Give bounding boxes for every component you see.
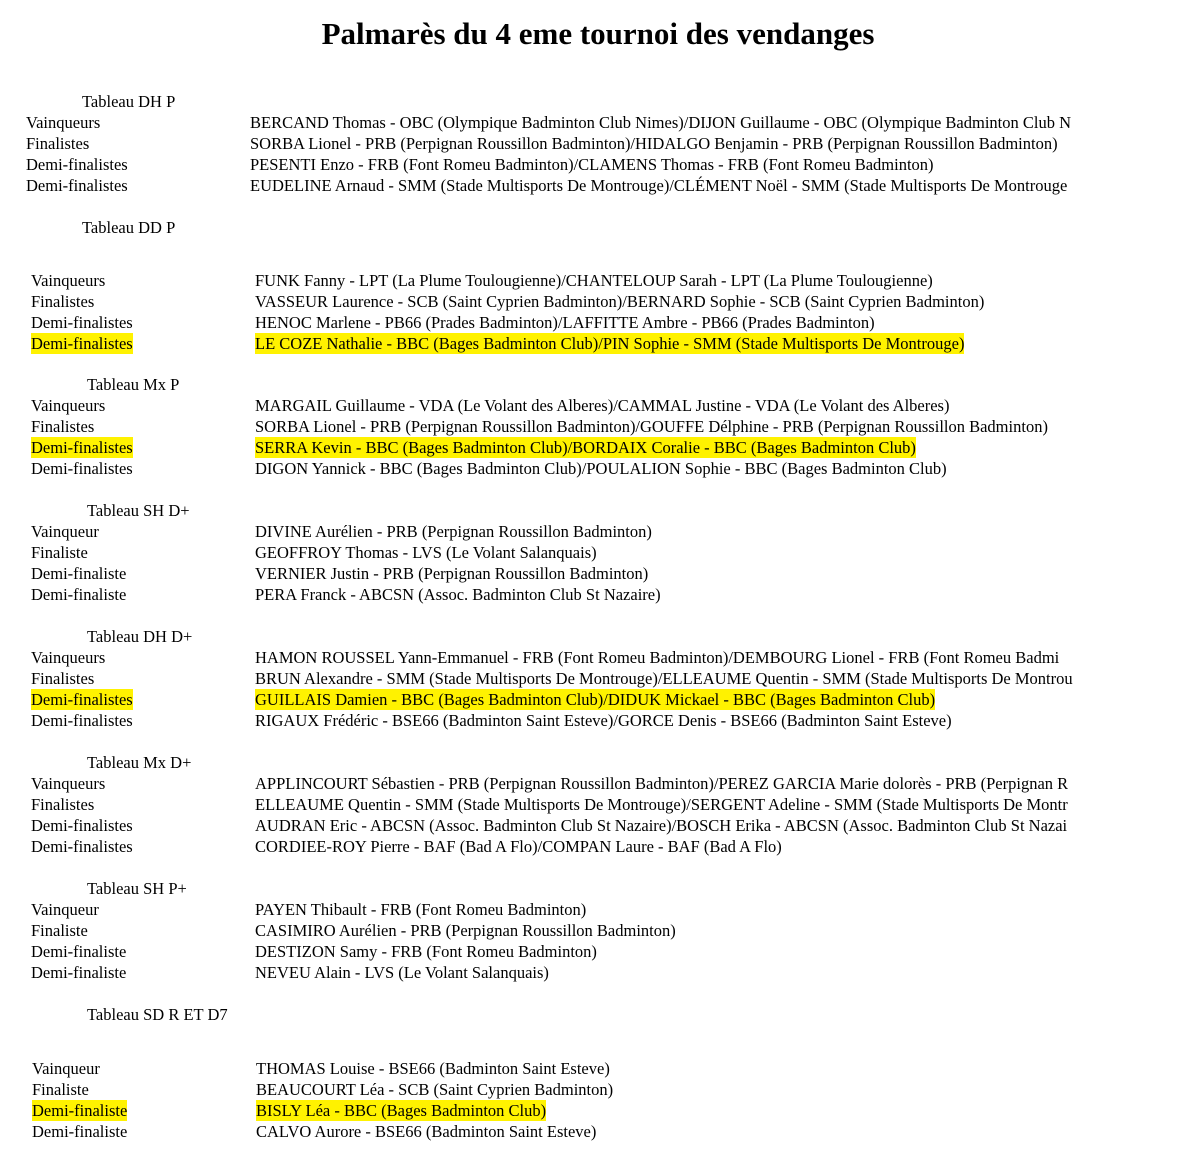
result-row: [0, 458, 1186, 479]
result-role: Demi-finaliste: [32, 1122, 128, 1141]
result-row: [0, 1100, 1186, 1121]
result-role: Finaliste: [31, 921, 88, 940]
result-role: Vainqueurs: [26, 113, 101, 132]
result-row: [0, 542, 1186, 563]
result-players: FUNK Fanny - LPT (La Plume Toulougienne)/CHANTELOUP Sarah - LPT (La Plume Toulougienne): [255, 271, 933, 290]
result-players: SORBA Lionel - PRB (Perpignan Roussillon Badminton)/HIDALGO Benjamin - PRB (Perpignan Roussillon Badminton): [250, 134, 1058, 153]
result-role: Finalistes: [31, 795, 95, 814]
result-role: Demi-finalistes: [26, 176, 128, 195]
result-row: [0, 647, 1186, 668]
result-row: [0, 291, 1186, 312]
result-players: RIGAUX Frédéric - BSE66 (Badminton Saint Esteve)/GORCE Denis - BSE66 (Badminton Saint Esteve): [255, 711, 952, 730]
result-players: VASSEUR Laurence - SCB (Saint Cyprien Badminton)/BERNARD Sophie - SCB (Saint Cyprien Badminton): [255, 292, 985, 311]
result-role: Vainqueurs: [31, 396, 106, 415]
result-role: Vainqueur: [31, 900, 99, 919]
result-row: [0, 1058, 1186, 1079]
result-row: [0, 584, 1186, 605]
result-players: PAYEN Thibault - FRB (Font Romeu Badminton): [255, 900, 587, 919]
result-role: Vainqueurs: [31, 648, 106, 667]
result-players: NEVEU Alain - LVS (Le Volant Salanquais): [255, 963, 549, 982]
table-title: Tableau SH D+: [87, 501, 190, 520]
result-row: [0, 941, 1186, 962]
result-players: HENOC Marlene - PB66 (Prades Badminton)/LAFFITTE Ambre - PB66 (Prades Badminton): [255, 313, 875, 332]
result-players: CASIMIRO Aurélien - PRB (Perpignan Roussillon Badminton): [255, 921, 676, 940]
result-row: [0, 563, 1186, 584]
result-row: [0, 395, 1186, 416]
table-title: Tableau DH D+: [87, 627, 193, 646]
result-row: [0, 312, 1186, 333]
result-row: [0, 416, 1186, 437]
result-row: [0, 836, 1186, 857]
result-row: [0, 1121, 1186, 1142]
result-row: [0, 920, 1186, 941]
result-role: Demi-finaliste: [31, 963, 127, 982]
result-role: Finalistes: [31, 417, 95, 436]
result-players: SORBA Lionel - PRB (Perpignan Roussillon Badminton)/GOUFFE Délphine - PRB (Perpignan Roussillon Badminton): [255, 417, 1048, 436]
result-players: DIVINE Aurélien - PRB (Perpignan Roussillon Badminton): [255, 522, 652, 541]
result-role: Demi-finalistes: [31, 837, 133, 856]
result-players: HAMON ROUSSEL Yann-Emmanuel - FRB (Font Romeu Badminton)/DEMBOURG Lionel - FRB (Font Romeu Badmi: [255, 648, 1060, 667]
result-players: DIGON Yannick - BBC (Bages Badminton Club)/POULALION Sophie - BBC (Bages Badminton Club): [255, 459, 947, 478]
result-row: [0, 689, 1186, 710]
result-row: [0, 270, 1186, 291]
result-players: EUDELINE Arnaud - SMM (Stade Multisports De Montrouge)/CLÉMENT Noël - SMM (Stade Multisports De Montrouge: [250, 176, 1068, 195]
result-players: BERCAND Thomas - OBC (Olympique Badminton Club Nimes)/DIJON Guillaume - OBC (Olympique Badminton Club N: [250, 113, 1071, 132]
result-players: PERA Franck - ABCSN (Assoc. Badminton Club St Nazaire): [255, 585, 661, 604]
result-players: PESENTI Enzo - FRB (Font Romeu Badminton)/CLAMENS Thomas - FRB (Font Romeu Badminton): [250, 155, 934, 174]
result-players: BEAUCOURT Léa - SCB (Saint Cyprien Badminton): [256, 1080, 614, 1099]
table-title: Tableau SH P+: [87, 879, 187, 898]
result-role: Finaliste: [31, 543, 88, 562]
result-players-highlighted: LE COZE Nathalie - BBC (Bages Badminton Club)/PIN Sophie - SMM (Stade Multisports De Montrouge): [255, 334, 965, 353]
result-players: GEOFFROY Thomas - LVS (Le Volant Salanquais): [255, 543, 597, 562]
result-row: [0, 794, 1186, 815]
result-row: [0, 112, 1186, 133]
result-row: [0, 1079, 1186, 1100]
result-players: APPLINCOURT Sébastien - PRB (Perpignan Roussillon Badminton)/PEREZ GARCIA Marie dolorès - PRB (Perpignan R: [255, 774, 1069, 793]
result-players: ELLEAUME Quentin - SMM (Stade Multisports De Montrouge)/SERGENT Adeline - SMM (Stade Multisports De Montr: [255, 795, 1068, 814]
table-title: Tableau SD R ET D7: [87, 1005, 228, 1024]
result-players: CORDIEE-ROY Pierre - BAF (Bad A Flo)/COMPAN Laure - BAF (Bad A Flo): [255, 837, 782, 856]
result-role: Demi-finaliste: [31, 942, 127, 961]
result-players-highlighted: BISLY Léa - BBC (Bages Badminton Club): [256, 1101, 547, 1120]
result-row: [0, 962, 1186, 983]
result-role: Demi-finaliste: [31, 564, 127, 583]
result-role: Demi-finalistes: [26, 155, 128, 174]
result-row: [0, 668, 1186, 689]
result-row: [0, 175, 1186, 196]
result-row: [0, 437, 1186, 458]
table-title: Tableau Mx D+: [87, 753, 192, 772]
result-row: [0, 521, 1186, 542]
result-players-highlighted: GUILLAIS Damien - BBC (Bages Badminton Club)/DIDUK Mickael - BBC (Bages Badminton Club): [255, 690, 936, 709]
result-role: Demi-finalistes: [31, 816, 133, 835]
result-role: Demi-finalistes: [31, 313, 133, 332]
result-role: Finalistes: [26, 134, 90, 153]
result-role: Vainqueurs: [31, 271, 106, 290]
result-players: VERNIER Justin - PRB (Perpignan Roussillon Badminton): [255, 564, 649, 583]
result-role: Finaliste: [32, 1080, 89, 1099]
result-row: [0, 899, 1186, 920]
result-role: Vainqueur: [31, 522, 99, 541]
result-row: [0, 710, 1186, 731]
result-role-highlighted: Demi-finaliste: [32, 1101, 128, 1120]
result-role: Vainqueurs: [31, 774, 106, 793]
result-row: [0, 133, 1186, 154]
result-players-highlighted: SERRA Kevin - BBC (Bages Badminton Club)/BORDAIX Coralie - BBC (Bages Badminton Club): [255, 438, 916, 457]
result-row: [0, 333, 1186, 354]
result-players: MARGAIL Guillaume - VDA (Le Volant des Alberes)/CAMMAL Justine - VDA (Le Volant des Alberes): [255, 396, 950, 415]
result-role: Vainqueur: [32, 1059, 100, 1078]
result-role: Demi-finalistes: [31, 459, 133, 478]
result-players: DESTIZON Samy - FRB (Font Romeu Badminton): [255, 942, 597, 961]
result-role: Demi-finaliste: [31, 585, 127, 604]
result-players: CALVO Aurore - BSE66 (Badminton Saint Esteve): [256, 1122, 597, 1141]
result-role: Finalistes: [31, 669, 95, 688]
table-title: Tableau Mx P: [87, 375, 180, 394]
result-role-highlighted: Demi-finalistes: [31, 334, 133, 353]
result-players: THOMAS Louise - BSE66 (Badminton Saint Esteve): [256, 1059, 610, 1078]
result-players: AUDRAN Eric - ABCSN (Assoc. Badminton Club St Nazaire)/BOSCH Erika - ABCSN (Assoc. Badminton Club St Nazai: [255, 816, 1068, 835]
table-title: Tableau DH P: [82, 92, 176, 111]
result-role: Finalistes: [31, 292, 95, 311]
result-row: [0, 154, 1186, 175]
document-title: Palmarès du 4 eme tournoi des vendanges: [321, 16, 875, 51]
result-row: [0, 815, 1186, 836]
result-role-highlighted: Demi-finalistes: [31, 690, 133, 709]
table-title: Tableau DD P: [82, 218, 176, 237]
result-row: [0, 773, 1186, 794]
result-role: Demi-finalistes: [31, 711, 133, 730]
result-role-highlighted: Demi-finalistes: [31, 438, 133, 457]
result-players: BRUN Alexandre - SMM (Stade Multisports De Montrouge)/ELLEAUME Quentin - SMM (Stade Multisports De Montrou: [255, 669, 1073, 688]
